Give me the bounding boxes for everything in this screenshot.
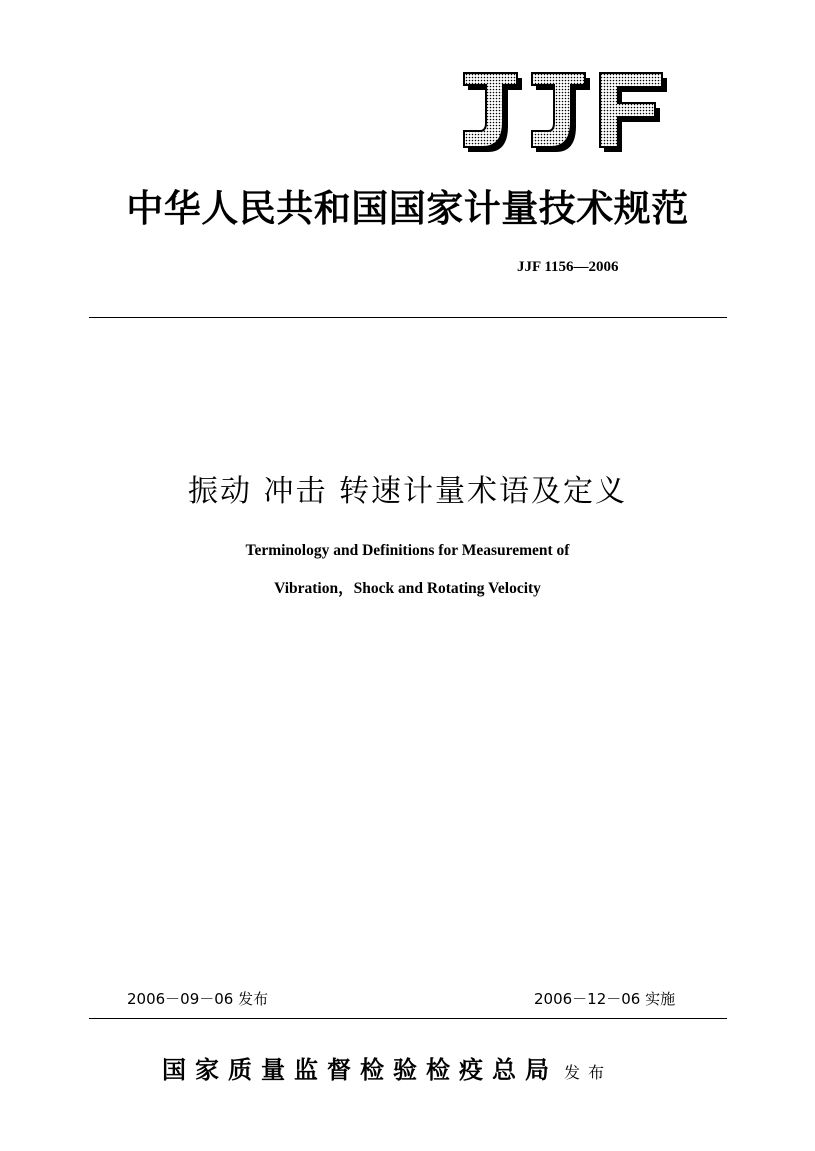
jjf-logo [462,70,668,154]
bottom-divider [89,1018,727,1019]
standard-title-en-line2: Vibration，Shock and Rotating Velocity [274,580,541,597]
standard-title-cn: 振动 冲击 转速计量术语及定义 [187,474,628,509]
issuer-name: 国家质量监督检验检疫总局 [162,1055,558,1084]
jjf-logo-graphic [462,70,668,154]
effective-date: 2006－12－06 实施 [534,990,676,1008]
issuer-suffix: 发布 [564,1063,613,1082]
standard-title-en-line1: Terminology and Definitions for Measurement of [245,542,570,559]
issue-date: 2006－09－06 发布 [127,990,269,1008]
top-divider [89,317,727,318]
standard-series-title: 中华人民共和国国家计量技术规范 [126,186,689,230]
standard-code: JJF 1156—2006 [517,259,619,275]
issuer [162,1050,612,1085]
